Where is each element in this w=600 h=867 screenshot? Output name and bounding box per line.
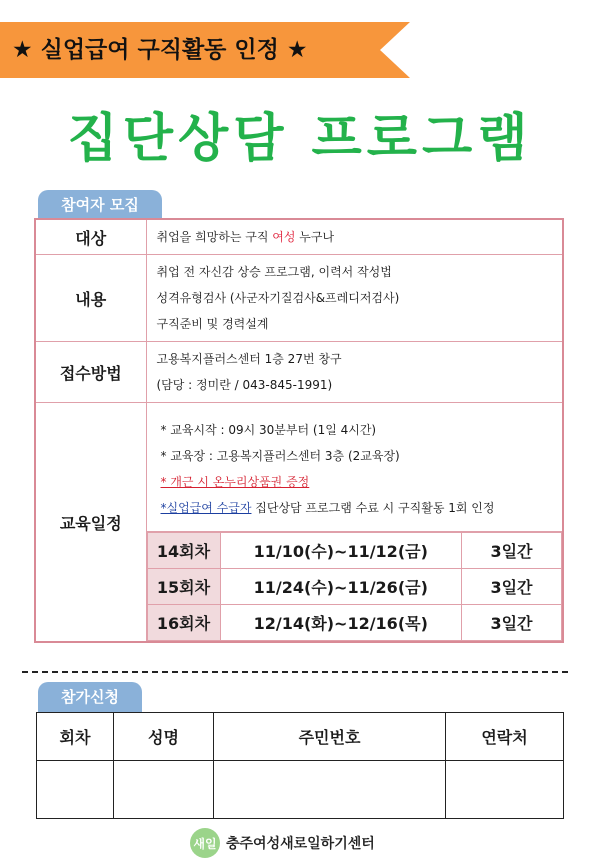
id-number-input-cell[interactable] [214,761,446,819]
session-dates: 12/14(화)~12/16(목) [220,605,462,641]
session-row [147,533,562,569]
session-duration: 3일간 [462,605,562,641]
content-value [146,255,563,342]
session-duration: 3일간 [462,569,562,605]
schedule-value [146,403,563,643]
benefit-rest: 집단상담 프로그램 수료 시 구직활동 1회 인정 [251,501,495,515]
header-name: 성명 [114,713,214,761]
table-row [35,219,563,255]
apply-method-value [146,342,563,403]
session-dates: 11/10(수)~11/12(금) [220,533,462,569]
center-logo: 새일 [190,828,220,858]
apply-input-row [37,761,564,819]
table-row [35,342,563,403]
target-value [146,219,563,255]
apply-header-row [37,713,564,761]
recruit-table [34,218,564,643]
session-table [147,532,563,641]
note-line: * 교육시작 : 09시 30분부터 (1일 4시간) [160,423,377,437]
table-row [35,255,563,342]
session-input-cell[interactable] [37,761,114,819]
name-input-cell[interactable] [114,761,214,819]
apply-method-label: 접수방법 [35,342,146,403]
banner [0,22,410,78]
session-duration: 3일간 [462,533,562,569]
schedule-notes [147,403,563,532]
contact-input-cell[interactable] [446,761,564,819]
target-highlight: 여성 [272,230,296,244]
content-line: 취업 전 자신감 상승 프로그램, 이력서 작성법 [156,265,392,279]
apply-method-line: 고용복지플러스센터 1층 27번 창구 [156,352,342,366]
content-label: 내용 [35,255,146,342]
footer [190,826,375,860]
benefit-note [161,495,553,521]
target-label: 대상 [35,219,146,255]
cut-line [22,671,568,673]
session-number: 15회차 [147,569,220,605]
recruit-tag: 참여자 모집 [38,190,162,220]
content-line: 성격유형검사 (사군자기질검사&프레디저검사) [156,291,400,305]
page-title: 집단상담 프로그램 [67,109,533,169]
header-contact: 연락처 [446,713,564,761]
apply-table [36,712,564,819]
session-dates: 11/24(수)~11/26(금) [220,569,462,605]
schedule-label: 교육일정 [35,403,146,643]
target-text: 취업을 희망하는 구직 [156,230,273,244]
note-line: * 교육장 : 고용복지플러스센터 3층 (2교육장) [160,449,400,463]
session-number: 14회차 [147,533,220,569]
target-text-end: 누구나 [295,230,335,244]
center-name: 충주여성새로일하기센터 [226,836,375,852]
header-session: 회차 [37,713,114,761]
benefit-underlined: *실업급여 수급자 [160,501,252,515]
table-row [35,403,563,643]
header-id-number: 주민번호 [214,713,446,761]
apply-tag: 참가신청 [38,682,142,712]
session-row [147,569,562,605]
banner-text: ★ 실업급여 구직활동 인정 ★ [12,37,308,63]
apply-method-line: (담당 : 정미란 / 043-845-1991) [156,378,333,392]
gift-note: * 개근 시 온누리상품권 증정 [160,475,310,489]
session-number: 16회차 [147,605,220,641]
content-line: 구직준비 및 경력설계 [156,317,269,331]
session-row [147,605,562,641]
